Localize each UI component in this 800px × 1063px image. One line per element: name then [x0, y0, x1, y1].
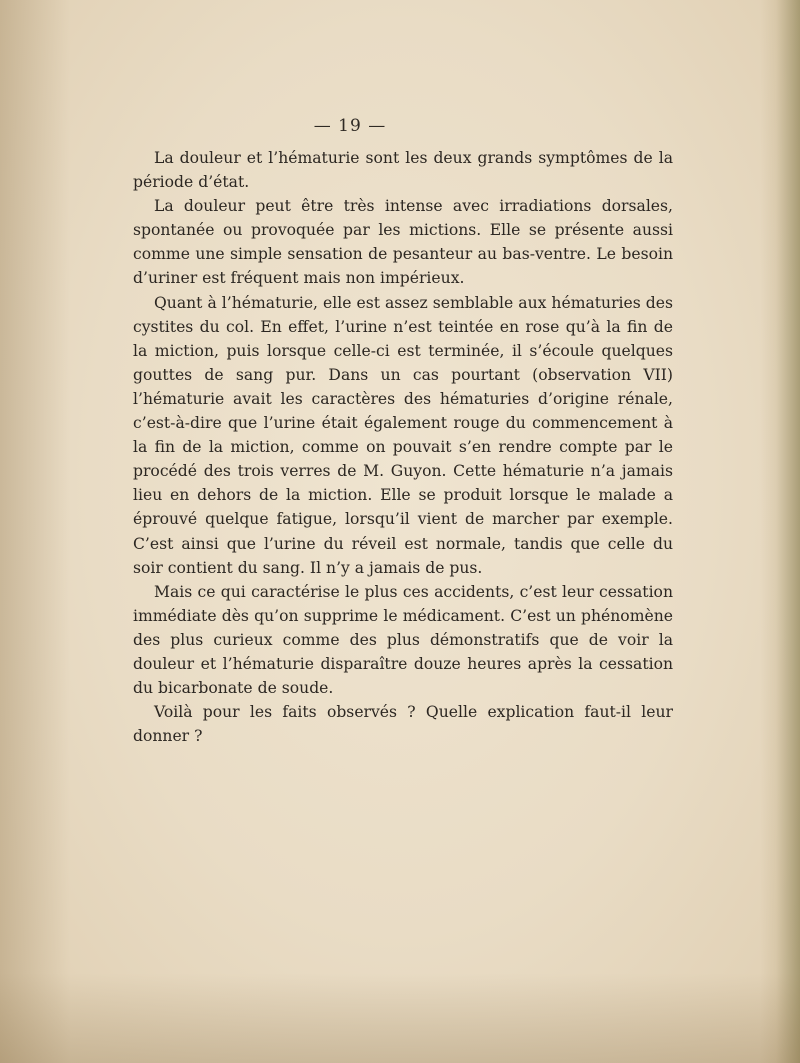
paragraph-2: La douleur peut être très intense avec irradiations dorsales, spontanée ou provoquée par les mictions. Elle se présente aussi comme une simple sensation de pesanteur au bas-ventre. Le besoin d’uriner est fréquent mais non impérieux. — [133, 197, 673, 288]
page-shadow-bottom — [0, 973, 800, 1063]
paragraph-1: La douleur et l’hématurie sont les deux grands symptômes de la période d’état. — [133, 149, 673, 192]
page-edge-right — [760, 0, 800, 1063]
paragraph-4: Mais ce qui caractérise le plus ces accidents, c’est leur cessation immédiate dès qu’on supprime le médicament. C’est un phénomène des plus curieux comme des plus démonstratifs que de voir la douleur et l’hématurie disparaître douze heures après la cessation du bicarbonate de soude. — [133, 582, 673, 698]
paragraph-5: Voilà pour les faits observés ? Quelle explication faut-il leur donner ? — [133, 703, 673, 746]
page-number: — 19 — — [313, 116, 387, 136]
body-text — [133, 146, 673, 748]
page-shadow-left — [0, 0, 70, 1063]
paragraph-3: Quant à l’hématurie, elle est assez semblable aux hématuries des cystites du col. En effet, l’urine n’est teintée en rose qu’à la fin de la miction, puis lorsque celle-ci est terminée, il s’écoule quelques gouttes de sang pur. Dans un cas pourtant (observation VII) l’hématurie avait les caractères des hématuries d’origine rénale, c’est-à-dire que l’urine était également rouge du commencement à la fin de la miction, comme on pouvait s’en rendre compte par le procédé des trois verres de M. Guyon. Cette hématurie n’a jamais lieu en dehors de la miction. Elle se produit lorsque le malade a éprouvé quelque fatigue, lorsqu’il vient de marcher par exemple. C’est ainsi que l’urine du réveil est normale, tandis que celle du soir contient du sang. Il n’y a jamais de pus. — [133, 293, 673, 577]
